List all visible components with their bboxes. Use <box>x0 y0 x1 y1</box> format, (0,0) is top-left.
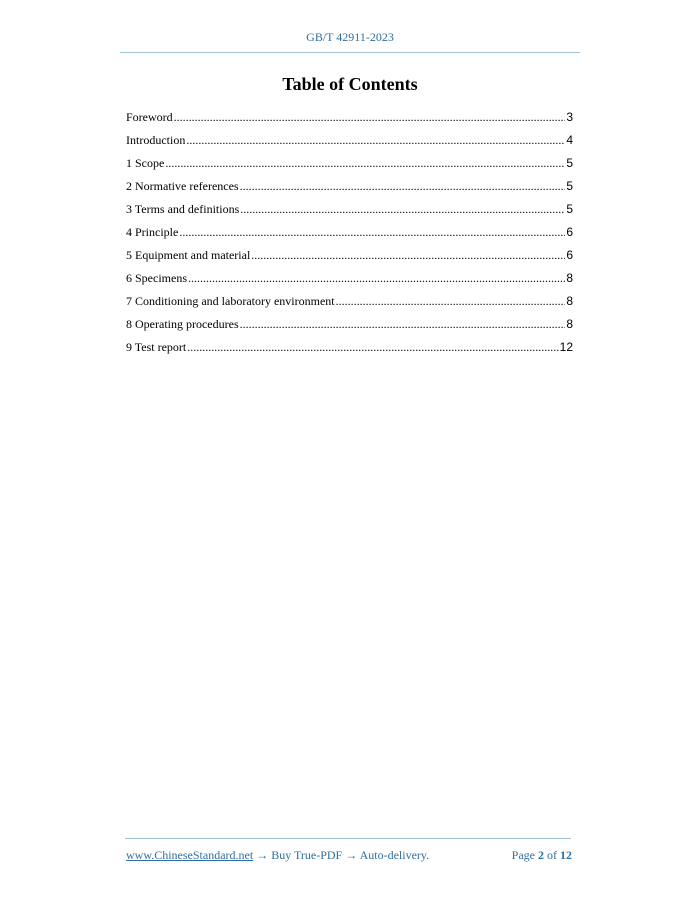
arrow-right-icon: → <box>345 848 358 862</box>
toc-page-number: 6 <box>566 225 573 239</box>
current-page-number: 2 <box>538 848 544 862</box>
toc-dot-leader <box>165 154 565 172</box>
toc-page-number: 3 <box>566 110 573 124</box>
toc-dot-leader <box>336 292 566 310</box>
toc-entry-introduction[interactable] <box>126 131 573 154</box>
toc-entry-label: Introduction <box>126 133 186 147</box>
toc-entry-label: 3 Terms and definitions <box>126 202 240 216</box>
toc-page-number: 6 <box>566 248 573 262</box>
toc-page-number: 8 <box>566 271 573 285</box>
toc-entry-label: 4 Principle <box>126 225 179 239</box>
toc-dot-leader <box>179 223 565 241</box>
toc-dot-leader <box>240 177 566 195</box>
toc-entry-label: Foreword <box>126 110 173 124</box>
footer-promo <box>126 848 429 863</box>
toc-entry-terms-and-definitions[interactable] <box>126 200 573 223</box>
toc-page-number: 12 <box>559 340 573 354</box>
arrow-right-icon: → <box>256 848 269 862</box>
toc-dot-leader <box>240 315 566 333</box>
buy-pdf-text: Buy True-PDF <box>271 848 343 862</box>
toc-dot-leader <box>188 269 565 287</box>
toc-entry-test-report[interactable] <box>126 338 573 361</box>
toc-entry-label: 1 Scope <box>126 156 165 170</box>
of-word: of <box>547 848 557 862</box>
toc-page-number: 5 <box>566 202 573 216</box>
toc-page-number: 4 <box>566 133 573 147</box>
toc-entry-label: 2 Normative references <box>126 179 239 193</box>
delivery-text: Auto-delivery. <box>359 848 430 862</box>
running-header: GB/T 42911-2023 <box>306 30 394 44</box>
total-pages-number: 12 <box>560 848 572 862</box>
page-word: Page <box>511 848 535 862</box>
toc-entry-conditioning[interactable] <box>126 292 573 315</box>
website-link[interactable]: www.ChineseStandard.net <box>126 848 254 862</box>
toc-page-number: 5 <box>566 179 573 193</box>
toc-page-number: 8 <box>566 294 573 308</box>
toc-entry-operating-procedures[interactable] <box>126 315 573 338</box>
toc-entry-label: 6 Specimens <box>126 271 187 285</box>
toc-entry-principle[interactable] <box>126 223 573 246</box>
toc-entry-scope[interactable] <box>126 154 573 177</box>
toc-entry-label: 9 Test report <box>126 340 187 354</box>
toc-entry-label: 7 Conditioning and laboratory environment <box>126 294 335 308</box>
toc-dot-leader <box>251 246 565 264</box>
toc-page-number: 8 <box>566 317 573 331</box>
toc-dot-leader <box>240 200 565 218</box>
toc-list <box>126 108 573 361</box>
toc-entry-equipment-and-material[interactable] <box>126 246 573 269</box>
toc-entry-foreword[interactable] <box>126 108 573 131</box>
toc-entry-label: 5 Equipment and material <box>126 248 251 262</box>
toc-dot-leader <box>187 338 558 356</box>
toc-page-number: 5 <box>566 156 573 170</box>
toc-entry-normative-references[interactable] <box>126 177 573 200</box>
page-indicator <box>512 848 572 863</box>
toc-entry-label: 8 Operating procedures <box>126 317 239 331</box>
header-divider <box>120 52 580 53</box>
toc-dot-leader <box>174 108 566 126</box>
toc-title: Table of Contents <box>282 74 418 94</box>
toc-dot-leader <box>186 131 565 149</box>
toc-entry-specimens[interactable] <box>126 269 573 292</box>
footer-divider <box>125 838 571 839</box>
